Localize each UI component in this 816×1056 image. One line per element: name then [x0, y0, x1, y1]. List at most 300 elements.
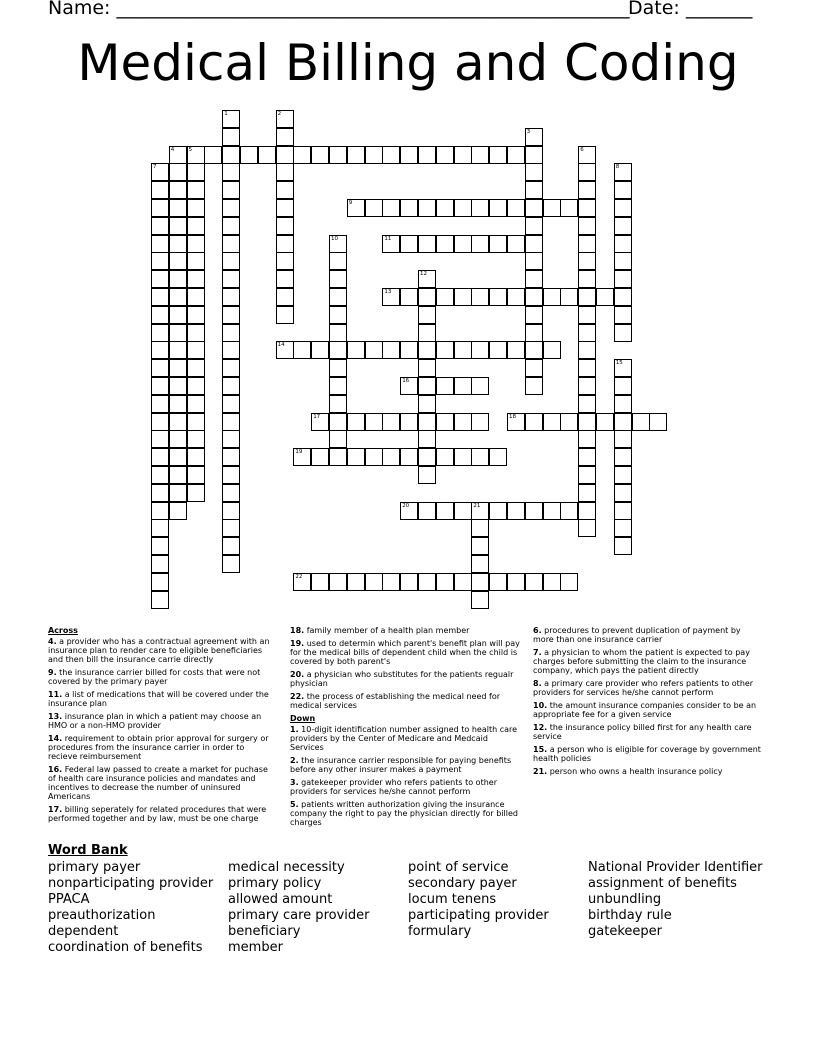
crossword-cell[interactable]: [418, 377, 436, 395]
crossword-cell[interactable]: [222, 502, 240, 520]
crossword-cell[interactable]: [187, 252, 205, 270]
crossword-cell[interactable]: [169, 448, 187, 466]
crossword-cell[interactable]: [471, 341, 489, 359]
crossword-cell[interactable]: [151, 484, 169, 502]
crossword-cell[interactable]: [329, 270, 347, 288]
crossword-cell[interactable]: [187, 341, 205, 359]
crossword-cell[interactable]: [151, 270, 169, 288]
crossword-cell[interactable]: [187, 235, 205, 253]
crossword-cell[interactable]: [222, 288, 240, 306]
crossword-cell[interactable]: [222, 252, 240, 270]
crossword-cell[interactable]: [454, 377, 472, 395]
crossword-cell[interactable]: [525, 359, 543, 377]
crossword-cell[interactable]: [614, 181, 632, 199]
crossword-cell[interactable]: [471, 413, 489, 431]
crossword-cell[interactable]: [222, 484, 240, 502]
crossword-cell[interactable]: [151, 591, 169, 609]
crossword-cell[interactable]: [169, 163, 187, 181]
crossword-cell[interactable]: [614, 377, 632, 395]
crossword-cell[interactable]: [329, 235, 347, 253]
crossword-cell[interactable]: [151, 537, 169, 555]
crossword-cell[interactable]: [400, 199, 418, 217]
crossword-cell[interactable]: [276, 306, 294, 324]
crossword-cell[interactable]: [169, 377, 187, 395]
crossword-cell[interactable]: [471, 235, 489, 253]
crossword-cell[interactable]: [365, 341, 383, 359]
crossword-cell[interactable]: [489, 502, 507, 520]
crossword-cell[interactable]: [293, 573, 311, 591]
crossword-cell[interactable]: [614, 270, 632, 288]
crossword-cell[interactable]: [151, 199, 169, 217]
crossword-cell[interactable]: [276, 288, 294, 306]
crossword-cell[interactable]: [507, 235, 525, 253]
crossword-cell[interactable]: [329, 306, 347, 324]
crossword-cell[interactable]: [614, 466, 632, 484]
crossword-cell[interactable]: [187, 199, 205, 217]
crossword-cell[interactable]: [400, 573, 418, 591]
crossword-cell[interactable]: [222, 395, 240, 413]
crossword-cell[interactable]: [222, 199, 240, 217]
crossword-cell[interactable]: [560, 502, 578, 520]
crossword-cell[interactable]: [578, 484, 596, 502]
crossword-cell[interactable]: [489, 573, 507, 591]
crossword-cell[interactable]: [614, 430, 632, 448]
crossword-cell[interactable]: [525, 128, 543, 146]
crossword-cell[interactable]: [151, 573, 169, 591]
crossword-cell[interactable]: [276, 146, 294, 164]
crossword-cell[interactable]: [614, 359, 632, 377]
crossword-cell[interactable]: [329, 341, 347, 359]
crossword-cell[interactable]: [454, 502, 472, 520]
crossword-cell[interactable]: [614, 324, 632, 342]
crossword-cell[interactable]: [525, 181, 543, 199]
crossword-cell[interactable]: [614, 502, 632, 520]
crossword-cell[interactable]: [614, 235, 632, 253]
crossword-cell[interactable]: [436, 502, 454, 520]
crossword-cell[interactable]: [525, 306, 543, 324]
crossword-cell[interactable]: [543, 288, 561, 306]
crossword-cell[interactable]: [418, 395, 436, 413]
crossword-cell[interactable]: [507, 288, 525, 306]
crossword-cell[interactable]: [543, 341, 561, 359]
crossword-cell[interactable]: [222, 430, 240, 448]
crossword-cell[interactable]: [169, 306, 187, 324]
crossword-cell[interactable]: [525, 163, 543, 181]
crossword-cell[interactable]: [400, 377, 418, 395]
crossword-cell[interactable]: [614, 252, 632, 270]
crossword-cell[interactable]: [507, 341, 525, 359]
crossword-cell[interactable]: [222, 146, 240, 164]
crossword-cell[interactable]: [329, 395, 347, 413]
crossword-cell[interactable]: [400, 341, 418, 359]
crossword-cell[interactable]: [578, 466, 596, 484]
crossword-cell[interactable]: [187, 484, 205, 502]
crossword-cell[interactable]: [276, 199, 294, 217]
crossword-cell[interactable]: [258, 146, 276, 164]
crossword-cell[interactable]: [347, 146, 365, 164]
crossword-cell[interactable]: [400, 413, 418, 431]
crossword-cell[interactable]: [418, 502, 436, 520]
crossword-cell[interactable]: [525, 288, 543, 306]
crossword-cell[interactable]: [151, 413, 169, 431]
crossword-cell[interactable]: [169, 217, 187, 235]
crossword-cell[interactable]: [578, 252, 596, 270]
crossword-cell[interactable]: [169, 146, 187, 164]
crossword-cell[interactable]: [169, 270, 187, 288]
crossword-cell[interactable]: [578, 199, 596, 217]
crossword-cell[interactable]: [329, 413, 347, 431]
crossword-cell[interactable]: [560, 288, 578, 306]
crossword-cell[interactable]: [418, 359, 436, 377]
crossword-cell[interactable]: [596, 413, 614, 431]
crossword-cell[interactable]: [489, 448, 507, 466]
crossword-cell[interactable]: [365, 199, 383, 217]
crossword-cell[interactable]: [489, 235, 507, 253]
crossword-cell[interactable]: [543, 573, 561, 591]
crossword-cell[interactable]: [276, 341, 294, 359]
crossword-cell[interactable]: [187, 466, 205, 484]
crossword-cell[interactable]: [382, 573, 400, 591]
crossword-cell[interactable]: [525, 217, 543, 235]
crossword-cell[interactable]: [151, 519, 169, 537]
crossword-cell[interactable]: [151, 448, 169, 466]
crossword-cell[interactable]: [614, 484, 632, 502]
crossword-cell[interactable]: [169, 252, 187, 270]
crossword-cell[interactable]: [578, 413, 596, 431]
crossword-cell[interactable]: [222, 306, 240, 324]
crossword-cell[interactable]: [436, 341, 454, 359]
crossword-cell[interactable]: [222, 413, 240, 431]
crossword-cell[interactable]: [418, 199, 436, 217]
crossword-cell[interactable]: [454, 341, 472, 359]
crossword-cell[interactable]: [276, 252, 294, 270]
crossword-cell[interactable]: [560, 413, 578, 431]
crossword-cell[interactable]: [151, 235, 169, 253]
crossword-cell[interactable]: [436, 288, 454, 306]
crossword-cell[interactable]: [151, 217, 169, 235]
crossword-cell[interactable]: [454, 288, 472, 306]
crossword-cell[interactable]: [471, 448, 489, 466]
crossword-cell[interactable]: [222, 377, 240, 395]
crossword-cell[interactable]: [329, 448, 347, 466]
crossword-cell[interactable]: [418, 573, 436, 591]
crossword-cell[interactable]: [169, 413, 187, 431]
crossword-cell[interactable]: [578, 146, 596, 164]
crossword-cell[interactable]: [525, 146, 543, 164]
crossword-cell[interactable]: [276, 217, 294, 235]
crossword-cell[interactable]: [578, 430, 596, 448]
crossword-cell[interactable]: [471, 537, 489, 555]
crossword-cell[interactable]: [543, 413, 561, 431]
crossword-cell[interactable]: [418, 146, 436, 164]
crossword-cell[interactable]: [489, 146, 507, 164]
crossword-cell[interactable]: [471, 377, 489, 395]
crossword-cell[interactable]: [649, 413, 667, 431]
crossword-cell[interactable]: [560, 573, 578, 591]
crossword-cell[interactable]: [382, 413, 400, 431]
crossword-cell[interactable]: [418, 448, 436, 466]
crossword-cell[interactable]: [578, 395, 596, 413]
crossword-cell[interactable]: [169, 484, 187, 502]
crossword-cell[interactable]: [365, 146, 383, 164]
crossword-cell[interactable]: [151, 555, 169, 573]
crossword-cell[interactable]: [311, 146, 329, 164]
crossword-cell[interactable]: [169, 395, 187, 413]
crossword-cell[interactable]: [400, 235, 418, 253]
crossword-cell[interactable]: [222, 217, 240, 235]
crossword-cell[interactable]: [329, 324, 347, 342]
crossword-cell[interactable]: [382, 199, 400, 217]
crossword-cell[interactable]: [614, 199, 632, 217]
crossword-cell[interactable]: [151, 181, 169, 199]
crossword-cell[interactable]: [471, 519, 489, 537]
crossword-cell[interactable]: [632, 413, 650, 431]
crossword-cell[interactable]: [489, 341, 507, 359]
crossword-cell[interactable]: [187, 181, 205, 199]
crossword-cell[interactable]: [525, 502, 543, 520]
crossword-cell[interactable]: [525, 270, 543, 288]
crossword-cell[interactable]: [418, 306, 436, 324]
crossword-cell[interactable]: [382, 341, 400, 359]
crossword-cell[interactable]: [596, 288, 614, 306]
crossword-cell[interactable]: [578, 306, 596, 324]
crossword-cell[interactable]: [418, 235, 436, 253]
crossword-cell[interactable]: [222, 163, 240, 181]
crossword-cell[interactable]: [382, 146, 400, 164]
crossword-cell[interactable]: [187, 163, 205, 181]
crossword-cell[interactable]: [169, 181, 187, 199]
crossword-cell[interactable]: [204, 146, 222, 164]
crossword-cell[interactable]: [578, 359, 596, 377]
crossword-cell[interactable]: [507, 146, 525, 164]
crossword-cell[interactable]: [169, 341, 187, 359]
crossword-cell[interactable]: [471, 288, 489, 306]
crossword-cell[interactable]: [169, 359, 187, 377]
crossword-cell[interactable]: [276, 110, 294, 128]
crossword-cell[interactable]: [525, 413, 543, 431]
crossword-cell[interactable]: [151, 466, 169, 484]
crossword-cell[interactable]: [187, 324, 205, 342]
crossword-cell[interactable]: [454, 573, 472, 591]
crossword-cell[interactable]: [347, 199, 365, 217]
crossword-cell[interactable]: [614, 217, 632, 235]
crossword-cell[interactable]: [507, 413, 525, 431]
crossword-cell[interactable]: [418, 324, 436, 342]
crossword-cell[interactable]: [578, 270, 596, 288]
crossword-cell[interactable]: [151, 430, 169, 448]
crossword-cell[interactable]: [222, 128, 240, 146]
crossword-cell[interactable]: [614, 519, 632, 537]
crossword-cell[interactable]: [276, 128, 294, 146]
crossword-cell[interactable]: [454, 146, 472, 164]
crossword-cell[interactable]: [222, 181, 240, 199]
crossword-cell[interactable]: [471, 146, 489, 164]
crossword-cell[interactable]: [329, 377, 347, 395]
crossword-cell[interactable]: [578, 163, 596, 181]
crossword-cell[interactable]: [418, 466, 436, 484]
crossword-cell[interactable]: [169, 235, 187, 253]
crossword-cell[interactable]: [400, 502, 418, 520]
crossword-cell[interactable]: [418, 413, 436, 431]
crossword-cell[interactable]: [436, 146, 454, 164]
crossword-cell[interactable]: [560, 199, 578, 217]
crossword-cell[interactable]: [507, 573, 525, 591]
crossword-cell[interactable]: [489, 288, 507, 306]
crossword-cell[interactable]: [418, 430, 436, 448]
crossword-cell[interactable]: [436, 413, 454, 431]
crossword-cell[interactable]: [614, 288, 632, 306]
crossword-cell[interactable]: [578, 377, 596, 395]
crossword-cell[interactable]: [222, 270, 240, 288]
crossword-cell[interactable]: [614, 413, 632, 431]
crossword-cell[interactable]: [436, 377, 454, 395]
crossword-cell[interactable]: [187, 430, 205, 448]
crossword-cell[interactable]: [489, 199, 507, 217]
crossword-cell[interactable]: [222, 448, 240, 466]
crossword-cell[interactable]: [578, 519, 596, 537]
crossword-cell[interactable]: [151, 359, 169, 377]
crossword-cell[interactable]: [400, 448, 418, 466]
crossword-cell[interactable]: [222, 110, 240, 128]
crossword-cell[interactable]: [365, 448, 383, 466]
crossword-cell[interactable]: [400, 288, 418, 306]
crossword-cell[interactable]: [276, 235, 294, 253]
crossword-cell[interactable]: [347, 413, 365, 431]
crossword-cell[interactable]: [578, 235, 596, 253]
crossword-cell[interactable]: [151, 288, 169, 306]
crossword-cell[interactable]: [222, 537, 240, 555]
crossword-cell[interactable]: [276, 163, 294, 181]
crossword-cell[interactable]: [436, 199, 454, 217]
crossword-cell[interactable]: [187, 395, 205, 413]
crossword-cell[interactable]: [329, 359, 347, 377]
crossword-cell[interactable]: [329, 430, 347, 448]
crossword-cell[interactable]: [169, 502, 187, 520]
crossword-cell[interactable]: [471, 573, 489, 591]
crossword-cell[interactable]: [614, 163, 632, 181]
crossword-cell[interactable]: [293, 448, 311, 466]
crossword-cell[interactable]: [418, 341, 436, 359]
crossword-cell[interactable]: [169, 466, 187, 484]
crossword-cell[interactable]: [329, 288, 347, 306]
crossword-cell[interactable]: [454, 413, 472, 431]
crossword-cell[interactable]: [525, 377, 543, 395]
crossword-cell[interactable]: [276, 270, 294, 288]
crossword-cell[interactable]: [151, 341, 169, 359]
crossword-cell[interactable]: [525, 235, 543, 253]
crossword-cell[interactable]: [418, 288, 436, 306]
crossword-cell[interactable]: [169, 199, 187, 217]
crossword-cell[interactable]: [507, 199, 525, 217]
crossword-cell[interactable]: [382, 288, 400, 306]
crossword-cell[interactable]: [365, 413, 383, 431]
crossword-cell[interactable]: [454, 448, 472, 466]
crossword-cell[interactable]: [347, 448, 365, 466]
crossword-cell[interactable]: [151, 306, 169, 324]
crossword-cell[interactable]: [169, 430, 187, 448]
crossword-cell[interactable]: [436, 448, 454, 466]
crossword-cell[interactable]: [276, 181, 294, 199]
crossword-cell[interactable]: [187, 270, 205, 288]
crossword-cell[interactable]: [471, 591, 489, 609]
crossword-cell[interactable]: [187, 306, 205, 324]
crossword-cell[interactable]: [169, 324, 187, 342]
crossword-cell[interactable]: [222, 324, 240, 342]
crossword-cell[interactable]: [311, 573, 329, 591]
crossword-cell[interactable]: [329, 146, 347, 164]
crossword-cell[interactable]: [240, 146, 258, 164]
crossword-cell[interactable]: [525, 252, 543, 270]
crossword-cell[interactable]: [187, 146, 205, 164]
crossword-cell[interactable]: [187, 377, 205, 395]
crossword-cell[interactable]: [151, 252, 169, 270]
crossword-cell[interactable]: [151, 377, 169, 395]
crossword-cell[interactable]: [311, 448, 329, 466]
crossword-cell[interactable]: [187, 217, 205, 235]
crossword-cell[interactable]: [222, 466, 240, 484]
crossword-cell[interactable]: [614, 395, 632, 413]
crossword-cell[interactable]: [311, 413, 329, 431]
crossword-cell[interactable]: [436, 573, 454, 591]
crossword-cell[interactable]: [471, 502, 489, 520]
crossword-cell[interactable]: [525, 324, 543, 342]
crossword-cell[interactable]: [169, 288, 187, 306]
crossword-cell[interactable]: [222, 235, 240, 253]
crossword-cell[interactable]: [436, 235, 454, 253]
crossword-cell[interactable]: [525, 341, 543, 359]
crossword-cell[interactable]: [293, 341, 311, 359]
crossword-cell[interactable]: [578, 288, 596, 306]
crossword-cell[interactable]: [382, 235, 400, 253]
crossword-cell[interactable]: [382, 448, 400, 466]
crossword-cell[interactable]: [418, 270, 436, 288]
crossword-cell[interactable]: [614, 306, 632, 324]
crossword-cell[interactable]: [543, 502, 561, 520]
crossword-cell[interactable]: [151, 163, 169, 181]
crossword-cell[interactable]: [151, 324, 169, 342]
crossword-cell[interactable]: [329, 573, 347, 591]
crossword-cell[interactable]: [222, 555, 240, 573]
crossword-cell[interactable]: [222, 341, 240, 359]
crossword-cell[interactable]: [578, 181, 596, 199]
crossword-cell[interactable]: [187, 448, 205, 466]
crossword-cell[interactable]: [151, 502, 169, 520]
crossword-cell[interactable]: [454, 199, 472, 217]
crossword-cell[interactable]: [578, 341, 596, 359]
crossword-cell[interactable]: [471, 555, 489, 573]
crossword-cell[interactable]: [578, 448, 596, 466]
crossword-cell[interactable]: [187, 359, 205, 377]
crossword-cell[interactable]: [578, 324, 596, 342]
crossword-cell[interactable]: [311, 341, 329, 359]
crossword-cell[interactable]: [222, 359, 240, 377]
crossword-cell[interactable]: [543, 199, 561, 217]
crossword-cell[interactable]: [578, 217, 596, 235]
crossword-cell[interactable]: [471, 199, 489, 217]
crossword-cell[interactable]: [525, 199, 543, 217]
crossword-cell[interactable]: [614, 448, 632, 466]
crossword-cell[interactable]: [454, 235, 472, 253]
crossword-cell[interactable]: [578, 502, 596, 520]
crossword-cell[interactable]: [222, 519, 240, 537]
crossword-cell[interactable]: [525, 573, 543, 591]
crossword-cell[interactable]: [365, 573, 383, 591]
crossword-cell[interactable]: [507, 502, 525, 520]
crossword-cell[interactable]: [347, 573, 365, 591]
crossword-cell[interactable]: [187, 413, 205, 431]
crossword-cell[interactable]: [187, 288, 205, 306]
crossword-cell[interactable]: [293, 146, 311, 164]
